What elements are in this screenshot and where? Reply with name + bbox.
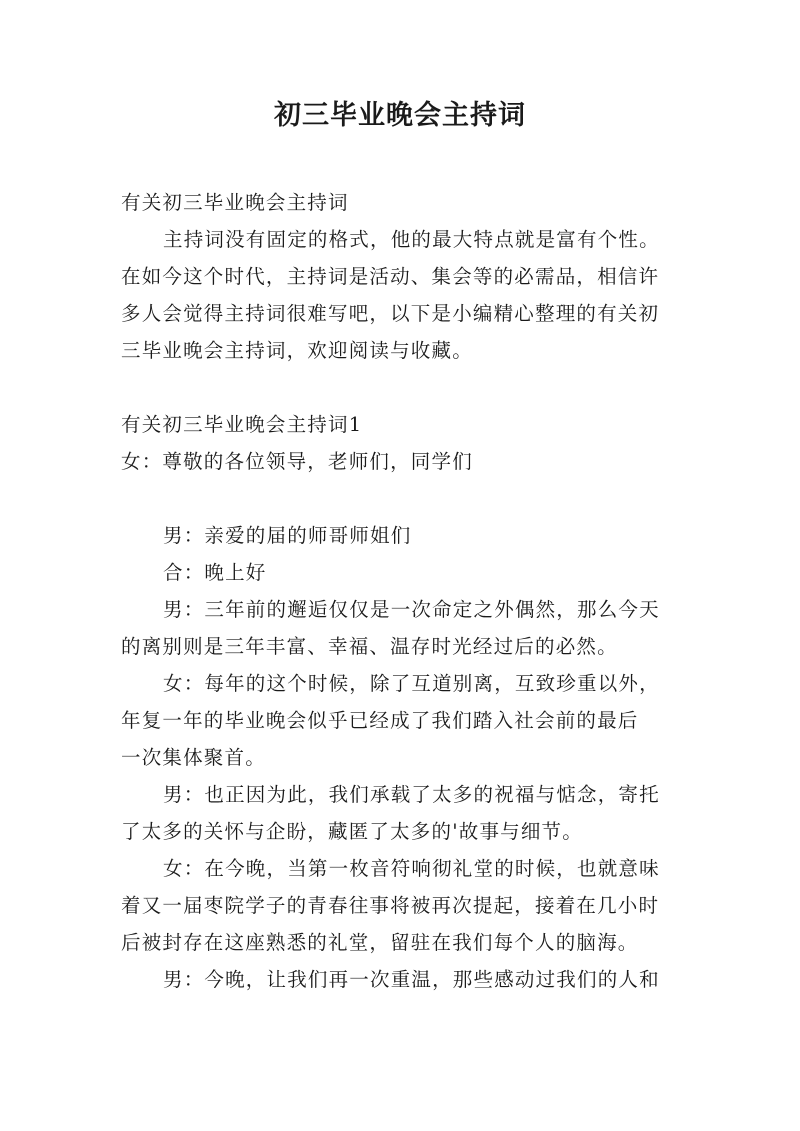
text-line: 后被封存在这座熟悉的礼堂，留驻在我们每个人的脑海。 — [121, 931, 639, 954]
document-title: 初三毕业晚会主持词 — [274, 100, 526, 131]
text-line: 在如今这个时代，主持词是活动、集会等的必需品，相信许 — [121, 265, 660, 288]
text-line: 主持词没有固定的格式，他的最大特点就是富有个性。 — [163, 228, 660, 251]
text-line: 了太多的关怀与企盼，藏匿了太多的'故事与细节。 — [121, 820, 583, 843]
text-line: 多人会觉得主持词很难写吧，以下是小编精心整理的有关初 — [121, 302, 660, 325]
text-line: 女：尊敬的各位领导，老师们，同学们 — [121, 450, 473, 473]
paragraph-gap — [121, 480, 691, 517]
text-line: 男：三年前的邂逅仅仅是一次命定之外偶然，那么今天 — [163, 598, 660, 621]
text-line: 着又一届枣院学子的青春往事将被再次提起，接着在几小时 — [121, 894, 660, 917]
paragraph-gap — [121, 369, 691, 406]
text-line: 合：晚上好 — [163, 561, 267, 584]
text-line: 有关初三毕业晚会主持词1 — [121, 413, 363, 436]
text-line: 女：每年的这个时候，除了互道别离，互致珍重以外， — [163, 672, 660, 695]
document-body — [121, 184, 691, 998]
text-line: 男：亲爱的届的师哥师姐们 — [163, 524, 412, 547]
text-line: 的离别则是三年丰富、幸福、温存时光经过后的必然。 — [121, 635, 618, 658]
text-line: 男：也正因为此，我们承载了太多的祝福与惦念，寄托 — [163, 783, 660, 806]
text-line: 一次集体聚首。 — [121, 746, 266, 769]
text-line: 男：今晚，让我们再一次重温，那些感动过我们的人和 — [163, 968, 660, 991]
text-line: 年复一年的毕业晚会似乎已经成了我们踏入社会前的最后 — [121, 709, 639, 732]
text-line: 女：在今晚，当第一枚音符响彻礼堂的时候，也就意味 — [163, 857, 660, 880]
text-line: 有关初三毕业晚会主持词 — [121, 191, 349, 214]
text-line: 三毕业晚会主持词，欢迎阅读与收藏。 — [121, 339, 473, 362]
